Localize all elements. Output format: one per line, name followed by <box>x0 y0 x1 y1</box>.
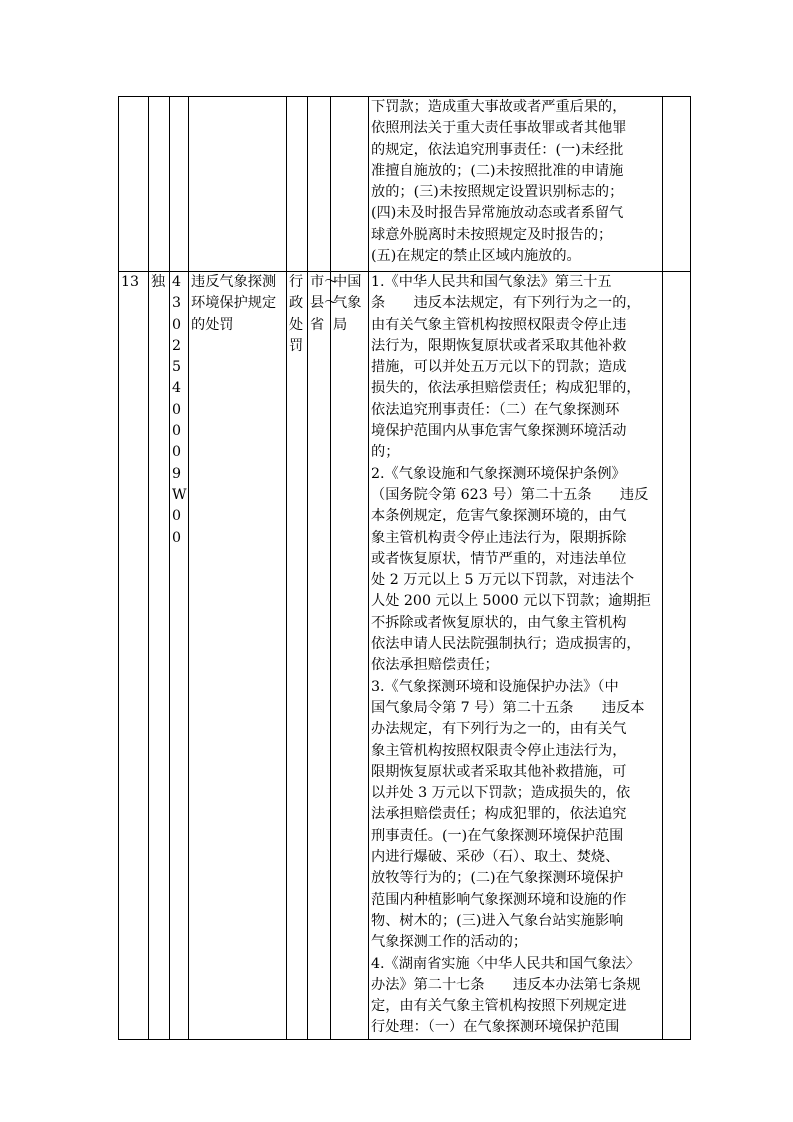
code-cell-empty <box>170 97 189 272</box>
seq-cell-empty <box>119 97 149 272</box>
text-line: 人处 200 元以上 5000 元以下罚款；逾期拒 <box>371 593 651 610</box>
text-line: 依照刑法关于重大责任事故罪或者其他罪 <box>371 120 627 137</box>
text-line: 1.《中华人民共和国气象法》第三十五 <box>371 274 612 290</box>
authority-cell-empty <box>331 97 369 272</box>
text-line: 依法申请人民法院强制执行；造成损害的， <box>371 636 641 653</box>
text-line: 2.《气象设施和气象探测环境保护条例》 <box>371 465 626 482</box>
text-line: 球意外脱离时未按照规定及时报告的； <box>371 226 613 243</box>
text-line: 措施，可以并处五万元以下的罚款；造成 <box>371 359 627 376</box>
text-line: 由有关气象主管机构按照权限责令停止违 <box>371 316 627 333</box>
item-type: 独 <box>149 272 170 1040</box>
item-code: 4302540009W00 <box>170 272 189 1040</box>
text-line: (五)在规定的禁止区域内施放的。 <box>371 248 581 265</box>
text-line: 物、树木的；(三)进入气象台站实施影响 <box>371 912 624 929</box>
text-line: 处 2 万元以上 5 万元以下罚款，对违法个 <box>371 572 635 589</box>
text-line: 象主管机构责令停止违法行为，限期拆除 <box>371 529 627 546</box>
text-line: 象主管机构按照权限责令停止违法行为， <box>371 742 627 759</box>
administrative-penalty-table <box>118 96 691 1040</box>
text-line: 或者恢复原状，情节严重的，对违法单位 <box>371 550 627 567</box>
text-line: 4.《湖南省实施〈中华人民共和国气象法〉 <box>371 955 640 972</box>
implementation-level: 市〜县〜省 <box>308 272 331 1040</box>
item-name: 违反气象探测环境保护规定的处罚 <box>189 272 287 1040</box>
text-line: 以并处 3 万元以下罚款；造成损失的，依 <box>371 785 631 802</box>
text-line: 的； <box>371 444 400 461</box>
text-line: 国气象局令第 7 号）第二十五条 违反本 <box>371 699 645 716</box>
legal-basis-cell <box>369 97 663 272</box>
remarks-cell-empty <box>663 272 691 1040</box>
text-line: 的规定，依法追究刑事责任：(一)未经批 <box>371 141 624 158</box>
category-cell-empty <box>287 97 308 272</box>
implementing-authority: 中国气象局 <box>331 272 369 1040</box>
text-line: 法行为，限期恢复原状或者采取其他补救 <box>371 337 627 354</box>
legal-basis-cell <box>369 272 663 1040</box>
text-line: (四)未及时报告异常施放动态或者系留气 <box>371 205 624 222</box>
text-line: 依法承担赔偿责任； <box>371 657 499 674</box>
text-line: 刑事责任。(一)在气象探测环境保护范围 <box>371 827 624 844</box>
item-category: 行政处罚 <box>287 272 308 1040</box>
text-line: 境保护范围内从事危害气象探测环境活动 <box>371 423 627 440</box>
text-line: 损失的，依法承担赔偿责任；构成犯罪的， <box>371 380 641 397</box>
text-line: 行处理：（一）在气象探测环境保护范围 <box>371 1019 620 1036</box>
text-line: 限期恢复原状或者采取其他补救措施，可 <box>371 763 627 780</box>
text-line: 办法规定，有下列行为之一的，由有关气 <box>371 721 627 738</box>
text-line: 依法追究刑事责任：（二）在气象探测环 <box>371 401 620 418</box>
text-line: 条 违反本法规定，有下列行为之一的， <box>371 295 641 312</box>
text-line: 本条例规定，危害气象探测环境的，由气 <box>371 508 627 525</box>
text-line: 范围内种植影响气象探测环境和设施的作 <box>371 891 627 908</box>
text-line: 定，由有关气象主管机构按照下列规定进 <box>371 998 627 1015</box>
level-cell-empty <box>308 97 331 272</box>
text-line: （国务院令第 623 号）第二十五条 违反 <box>371 486 649 503</box>
text-line: 办法》第二十七条 违反本办法第七条规 <box>371 976 641 993</box>
table-row-continued <box>119 97 691 272</box>
type-cell-empty <box>149 97 170 272</box>
text-line: 放的；(三)未按照规定设置识别标志的； <box>371 184 624 201</box>
name-cell-empty <box>189 97 287 272</box>
text-line: 不拆除或者恢复原状的，由气象主管机构 <box>371 614 627 631</box>
text-line: 3.《气象探测环境和设施保护办法》（中 <box>371 678 619 695</box>
table-row-13 <box>119 272 691 1040</box>
remarks-cell-empty <box>663 97 691 272</box>
text-line: 放牧等行为的；(二)在气象探测环境保护 <box>371 870 624 887</box>
seq-number: 13 <box>119 272 149 1040</box>
text-line: 气象探测工作的活动的； <box>371 934 528 951</box>
text-line: 下罚款；造成重大事故或者严重后果的， <box>371 99 627 115</box>
text-line: 准擅自施放的；(二)未按照批准的申请施 <box>371 162 624 179</box>
text-line: 法承担赔偿责任；构成犯罪的，依法追究 <box>371 806 627 823</box>
text-line: 内进行爆破、采砂（石）、取土、焚烧、 <box>371 849 620 866</box>
